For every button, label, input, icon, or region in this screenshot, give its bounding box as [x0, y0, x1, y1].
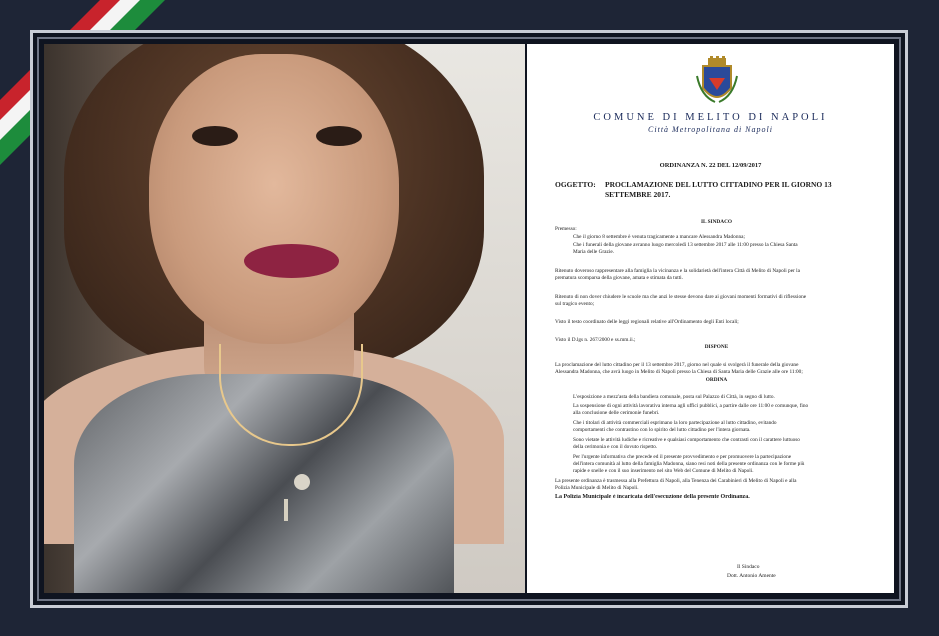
oggetto-line2: SETTEMBRE 2017.	[605, 190, 671, 199]
firma-name: Dott. Antonio Amente	[727, 573, 776, 579]
portrait-photo	[44, 44, 525, 593]
ordina-item-4a: Sono vietate le attività ludiche e ricreative e qualsiasi comportamento che contrasti con il carattere luttuoso	[573, 437, 800, 443]
photo-pendant	[294, 474, 310, 490]
ordina-item-1: L'esposizione a mezz'asta della bandiera comunale, posta sul Palazzo di Città, in segno di lutto.	[573, 394, 775, 400]
premesso-item-2a: Che i funerali della giovane avranno luogo mercoledì 13 settembre 2017 alle 11:00 presso la Chiesa Santa	[573, 242, 798, 248]
premesso-label: Premesso:	[555, 226, 577, 232]
oggetto-block	[555, 180, 876, 200]
ritenuto-2a: Ritenuto di non dover chiudere le scuole ma che anzi le stesse devono dare ai giovani momenti formativi di riflessione	[555, 294, 807, 300]
ordina-item-5b: dell'intera comunità al lutto della famiglia Madonna, siano resi noti della presente ordinanza con le forme più	[573, 461, 805, 467]
polizia-line: La Polizia Municipale è incaricata dell'esecuzione della presente Ordinanza.	[555, 494, 750, 500]
photo-face	[149, 54, 399, 344]
dispone-1a: La proclamazione del lutto cittadino per il 13 settembre 2017, giorno nel quale si svolgerà il funerale della giovane	[555, 362, 799, 368]
ordinance-document	[527, 44, 894, 593]
ordina-item-2a: La sospensione di ogni attività lavorativa interna agli uffici pubblici, a partire dalle ore 11:00 e comunque, fino	[573, 403, 809, 409]
ritenuto-2b: sul tragico evento;	[555, 301, 595, 307]
visto-2: Visto il D.lgs n. 267/2000 e ss.mm.ii.;	[555, 337, 636, 343]
ordina-item-2b: alla conclusione delle cerimonie funebri.	[573, 410, 660, 416]
photo-cross	[284, 499, 288, 521]
photo-lips	[244, 244, 339, 278]
dispone-1b: Alessandra Madonna, che avrà luogo in Melito di Napoli presso la Chiesa di Santa Maria delle Grazie alle ore 11:00;	[555, 369, 803, 375]
oggetto-label: OGGETTO:	[555, 180, 596, 189]
dispone-heading: DISPONE	[704, 344, 729, 350]
ordina-item-3a: Che i titolari di attività commerciali esprimano la loro partecipazione al lutto cittadino, evitando	[573, 420, 777, 426]
photo-right-eye	[316, 126, 362, 146]
premesso-item-2b: Maria delle Grazie.	[573, 249, 615, 255]
ritenuto-1b: prematura scomparsa della giovane, amata e stimata da tutti.	[555, 275, 683, 281]
comune-header: COMUNE DI MELITO DI NAPOLI	[593, 112, 828, 123]
municipal-emblem-icon	[695, 56, 739, 108]
ordinance-number: ORDINANZA N. 22 DEL 12/09/2017	[659, 162, 762, 169]
ordina-heading: ORDINA	[705, 377, 728, 383]
ordina-item-5c: rapide e snelle e con il suo inserimento nel sito Web del Comune di Melito di Napoli.	[573, 468, 754, 474]
trasmessa-b: Polizia Municipale di Melito di Napoli.	[555, 485, 639, 491]
il-sindaco-heading: IL SINDACO	[700, 219, 733, 225]
trasmessa-a: La presente ordinanza è trasmessa alla Prefettura di Napoli, alla Tenenza dei Carabinieri di Melito di Napoli e alla	[555, 478, 797, 484]
ordina-item-5a: Per l'urgente informativa che precede ed il presente provvedimento e per promuovere la partecipazione	[573, 454, 792, 460]
photo-left-eye	[192, 126, 238, 146]
ordina-item-3b: comportamenti che contrastino con lo spirito del lutto cittadino per l'intera giornata.	[573, 427, 751, 433]
ordina-item-4b: della cerimonia e con il dovuto rispetto.	[573, 444, 658, 450]
firma-title: Il Sindaco	[737, 564, 760, 570]
oggetto-line1: PROCLAMAZIONE DEL LUTTO CITTADINO PER IL GIORNO 13	[605, 180, 832, 189]
ritenuto-1a: Ritenuto doveroso rappresentare alla famiglia la vicinanza e la solidarietà dell'intera Città di Melito di Napoli per la	[555, 268, 800, 274]
premesso-item-1: Che il giorno 8 settembre è venuta tragicamente a mancare Alessandra Madonna;	[573, 234, 745, 240]
visto-1: Visto il testo coordinato delle leggi regionali relative all'Ordinamento degli Enti locali;	[555, 319, 739, 325]
citta-subheader: Città Metropolitana di Napoli	[648, 125, 773, 134]
